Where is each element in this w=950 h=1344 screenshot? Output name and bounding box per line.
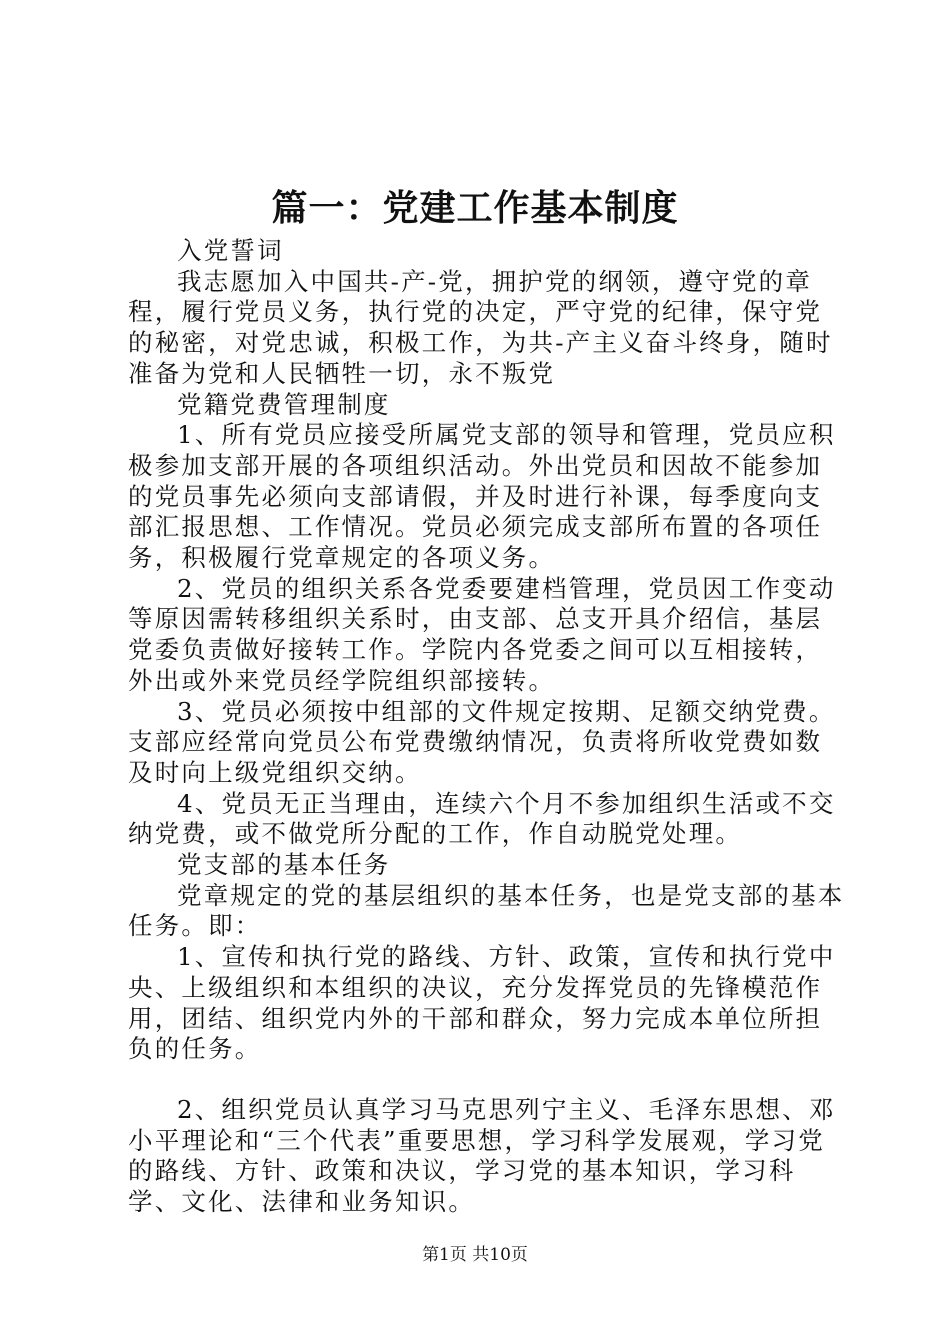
paragraph-dues-item-2: 2、党员的组织关系各党委要建档管理，党员因工作变动等原因需转移组织关系时，由支部、总支开具介绍信，基层党委负责做好接转工作。学院内各党委之间可以互相接转，外出或外来党员经学院组织部接转。	[128, 573, 836, 695]
paragraph-dues-item-4: 4、党员无正当理由，连续六个月不参加组织生活或不交纳党费，或不做党所分配的工作，作自动脱党处理。	[128, 788, 836, 849]
paragraph-dues-item-3: 3、党员必须按中组部的文件规定按期、足额交纳党费。支部应经常向党员公布党费缴纳情况，负责将所收党费如数及时向上级党组织交纳。	[128, 696, 836, 787]
section-heading-branch-tasks: 党支部的基本任务	[177, 850, 391, 880]
paragraph-branch-tasks-intro: 党章规定的党的基层组织的基本任务，也是党支部的基本任务。即：	[128, 880, 845, 941]
paragraph-branch-task-1: 1、宣传和执行党的路线、方针、政策，宣传和执行党中央、上级组织和本组织的决议，充分发挥党员的先锋模范作用，团结、组织党内外的干部和群众，努力完成本单位所担负的任务。	[128, 942, 836, 1064]
section-heading-oath: 入党誓词	[177, 236, 284, 265]
page-footer: 第1页 共10页	[422, 1245, 528, 1265]
document-body	[128, 236, 848, 1218]
paragraph-dues-item-1: 1、所有党员应接受所属党支部的领导和管理，党员应积极参加支部开展的各项组织活动。外出党员和因故不能参加的党员事先必须向支部请假，并及时进行补课，每季度向支部汇报思想、工作情况。党员必须完成支部所布置的各项任务，积极履行党章规定的各项义务。	[128, 420, 836, 573]
paragraph-branch-task-2: 2、组织党员认真学习马克思列宁主义、毛泽东思想、邓小平理论和“三个代表”重要思想，学习科学发展观，学习党的路线、方针、政策和决议，学习党的基本知识，学习科学、文化、法律和业务知识。	[128, 1094, 836, 1217]
paragraph-oath-text: 我志愿加入中国共-产-党，拥护党的纲领，遵守党的章程，履行党员义务，执行党的决定，严守党的纪律，保守党的秘密，对党忠诚，积极工作，为共-产主义奋斗终身，随时准备为党和人民牺牲一切，永不叛党	[128, 266, 833, 388]
page-title: 篇一：党建工作基本制度	[271, 187, 679, 229]
section-heading-membership-dues: 党籍党费管理制度	[177, 389, 391, 419]
